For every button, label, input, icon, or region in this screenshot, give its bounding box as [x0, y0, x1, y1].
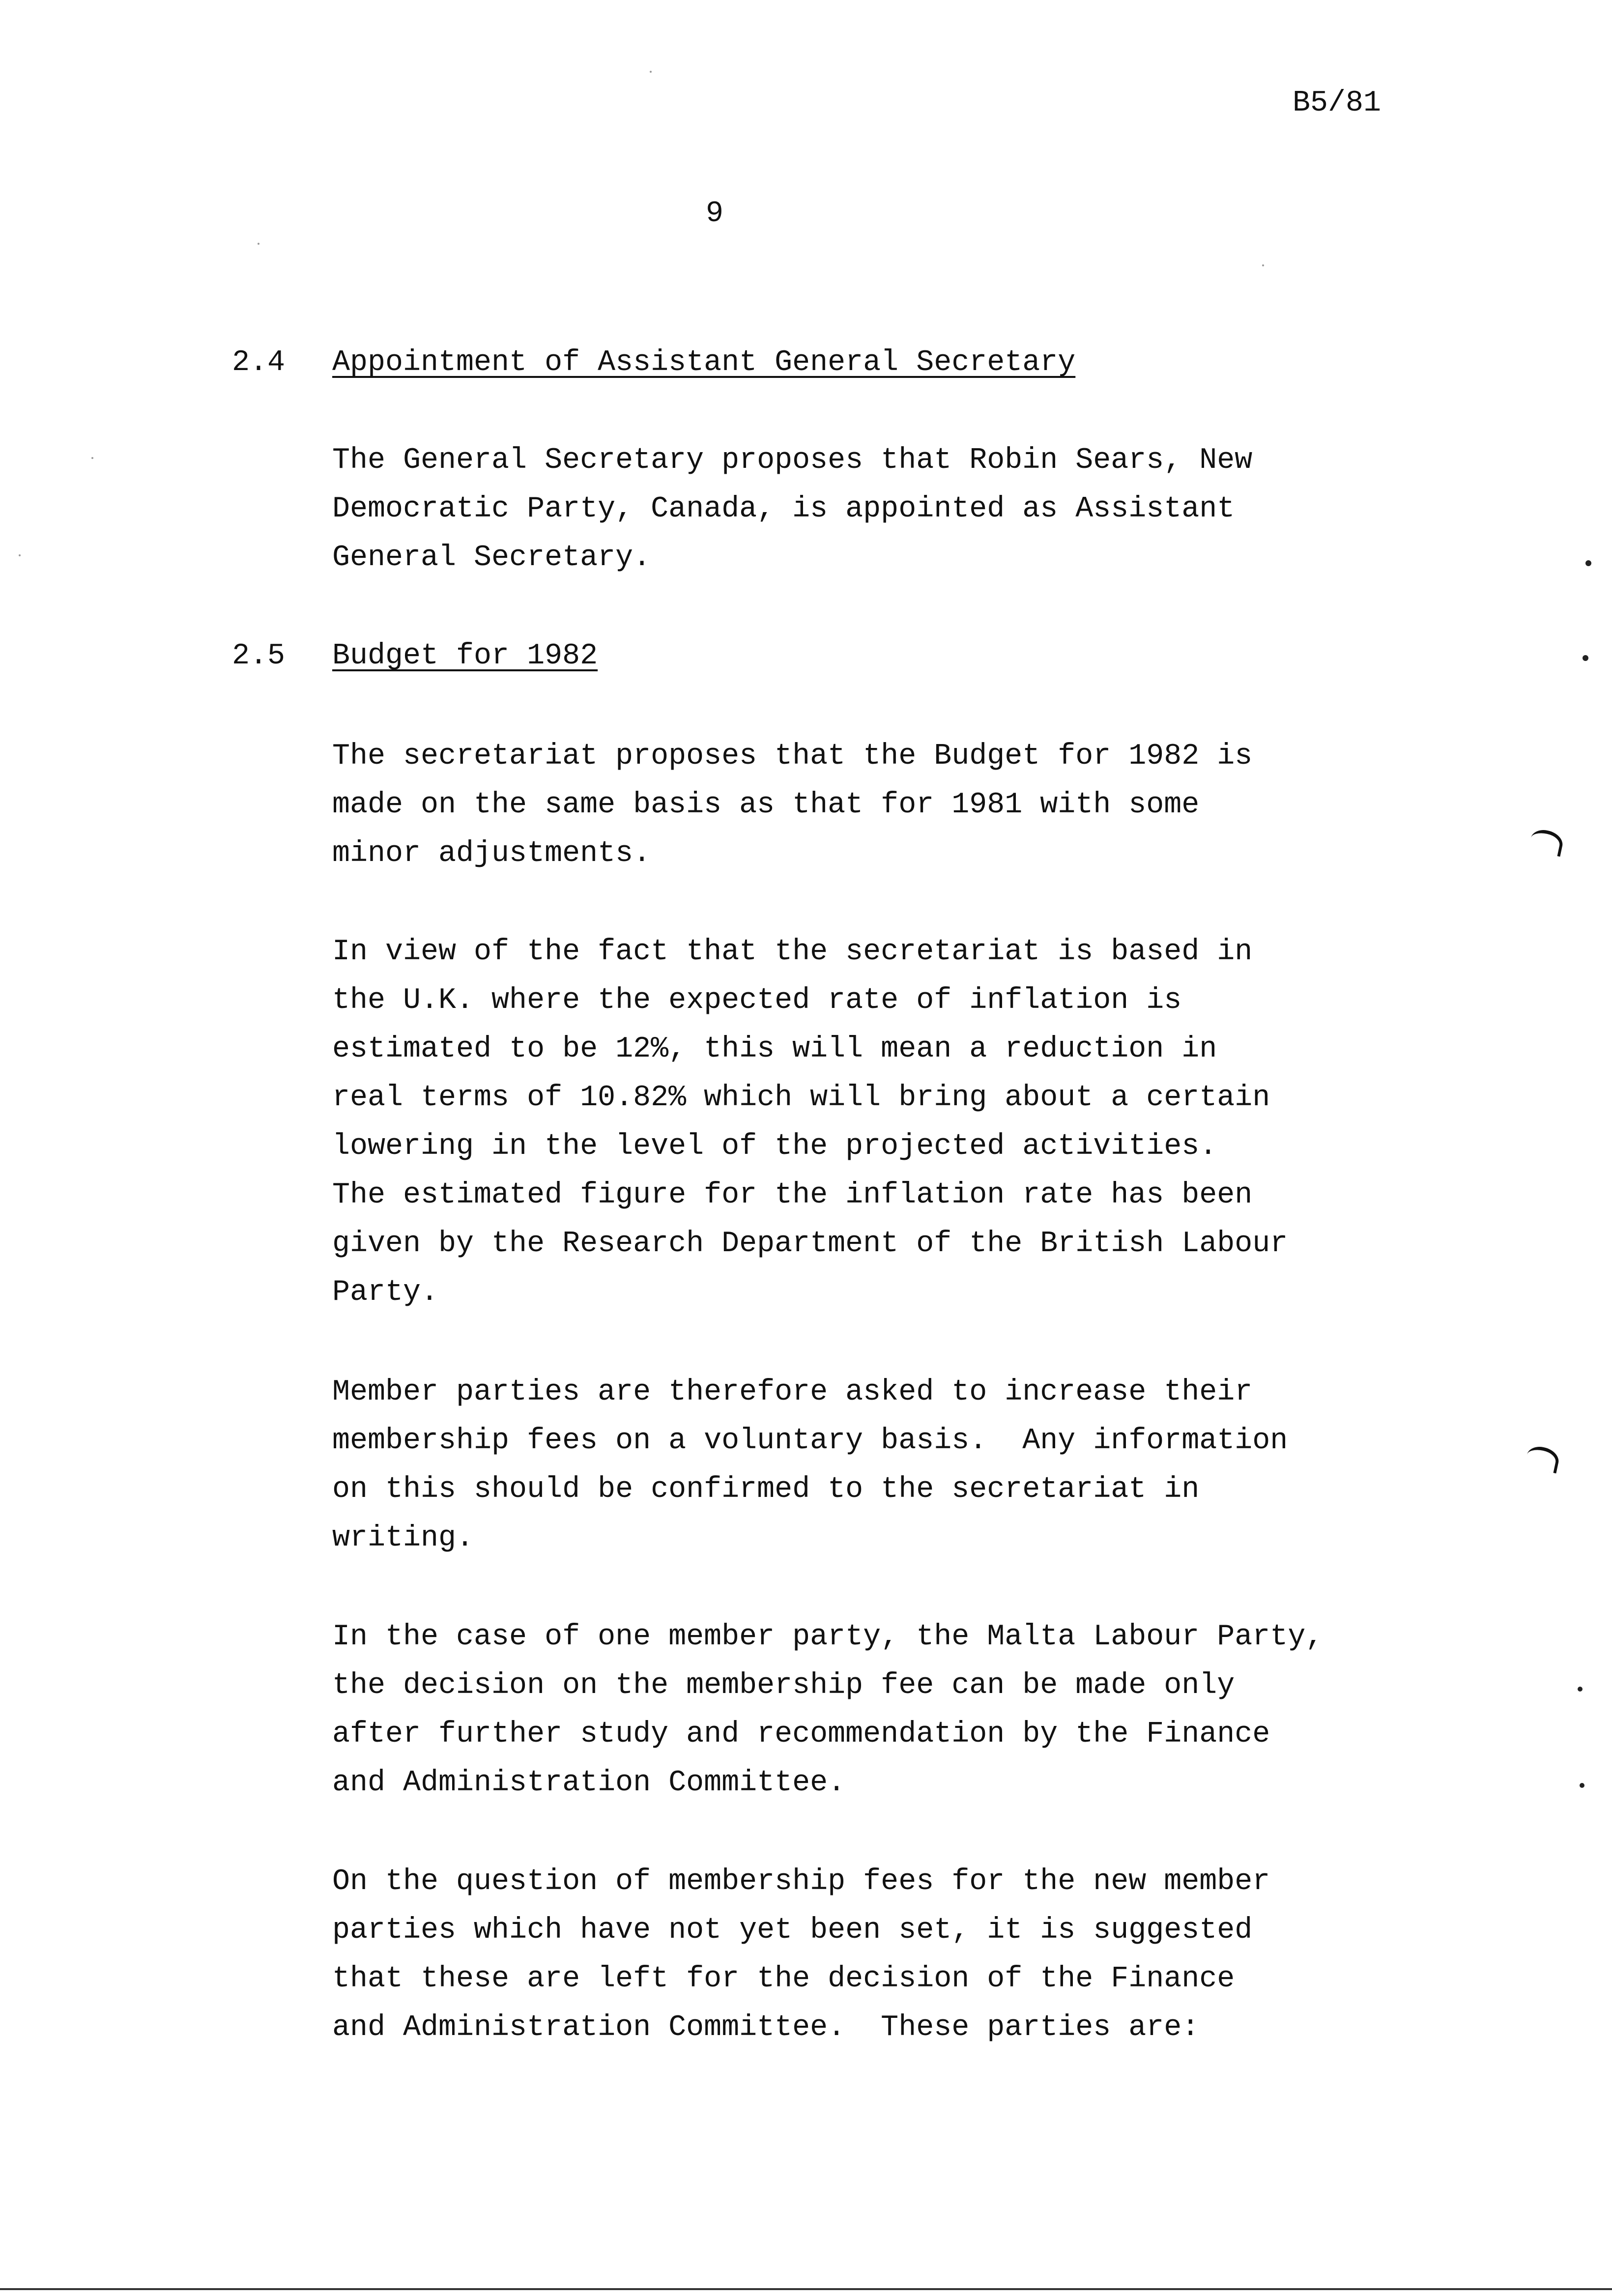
text-line: the decision on the membership fee can be made only — [332, 1669, 1235, 1702]
scan-curl-mark — [1525, 1444, 1561, 1474]
text-line: real terms of 10.82% which will bring about a certain — [332, 1081, 1270, 1115]
text-line: The estimated figure for the inflation rate has been — [332, 1178, 1253, 1212]
section-title-2-4: Appointment of Assistant General Secretary — [332, 346, 1076, 379]
text-line: membership fees on a voluntary basis. Any information — [332, 1424, 1288, 1458]
page-number: 9 — [706, 197, 724, 230]
scan-curl-mark — [1528, 828, 1565, 857]
text-line: Member parties are therefore asked to increase their — [332, 1376, 1253, 1409]
text-line: In the case of one member party, the Malta Labour Party, — [332, 1620, 1324, 1654]
text-line: estimated to be 12%, this will mean a reduction in — [332, 1033, 1217, 1066]
text-line: after further study and recommendation by the Finance — [332, 1718, 1270, 1751]
text-line: The secretariat proposes that the Budget for 1982 is — [332, 740, 1253, 773]
text-line: writing. — [332, 1521, 474, 1555]
paragraph-malta — [332, 1613, 1463, 1808]
text-line: made on the same basis as that for 1981 with some — [332, 788, 1200, 822]
scan-speck — [1580, 1783, 1584, 1788]
text-line: lowering in the level of the projected activities. — [332, 1130, 1217, 1163]
text-line: on this should be confirmed to the secretariat in — [332, 1473, 1200, 1506]
scan-speck — [1578, 1687, 1583, 1692]
scan-speck — [19, 554, 21, 556]
paragraph-membership-fees — [332, 1368, 1463, 1563]
scan-speck — [91, 457, 93, 459]
section-title-2-5: Budget for 1982 — [332, 639, 598, 673]
text-line: given by the Research Department of the British Labour — [332, 1227, 1288, 1261]
text-line: and Administration Committee. — [332, 1766, 846, 1800]
text-line: Democratic Party, Canada, is appointed as Assistant — [332, 492, 1235, 526]
text-line: General Secretary. — [332, 541, 651, 574]
scan-speck — [1262, 264, 1264, 266]
text-line: minor adjustments. — [332, 837, 651, 870]
document-reference: B5/81 — [1293, 86, 1382, 120]
section-number-2-5: 2.5 — [232, 639, 286, 673]
paragraph-appointment — [332, 436, 1463, 582]
text-line: In view of the fact that the secretariat is based in — [332, 935, 1253, 969]
text-line: On the question of membership fees for the new member — [332, 1865, 1270, 1898]
text-line: and Administration Committee. These parties are: — [332, 2011, 1200, 2044]
scan-speck — [258, 243, 259, 245]
page-bottom-edge — [0, 2288, 1612, 2290]
paragraph-inflation — [332, 928, 1463, 1317]
text-line: parties which have not yet been set, it is suggested — [332, 1914, 1253, 1947]
text-line: that these are left for the decision of the Finance — [332, 1962, 1235, 1996]
paragraph-budget-basis — [332, 732, 1463, 878]
scan-speck — [1583, 655, 1588, 661]
section-number-2-4: 2.4 — [232, 346, 286, 379]
paragraph-new-members — [332, 1858, 1463, 2052]
text-line: Party. — [332, 1276, 439, 1309]
text-line: the U.K. where the expected rate of inflation is — [332, 984, 1182, 1017]
scan-speck — [1585, 560, 1591, 566]
scan-speck — [650, 71, 652, 73]
text-line: The General Secretary proposes that Robin Sears, New — [332, 444, 1253, 477]
